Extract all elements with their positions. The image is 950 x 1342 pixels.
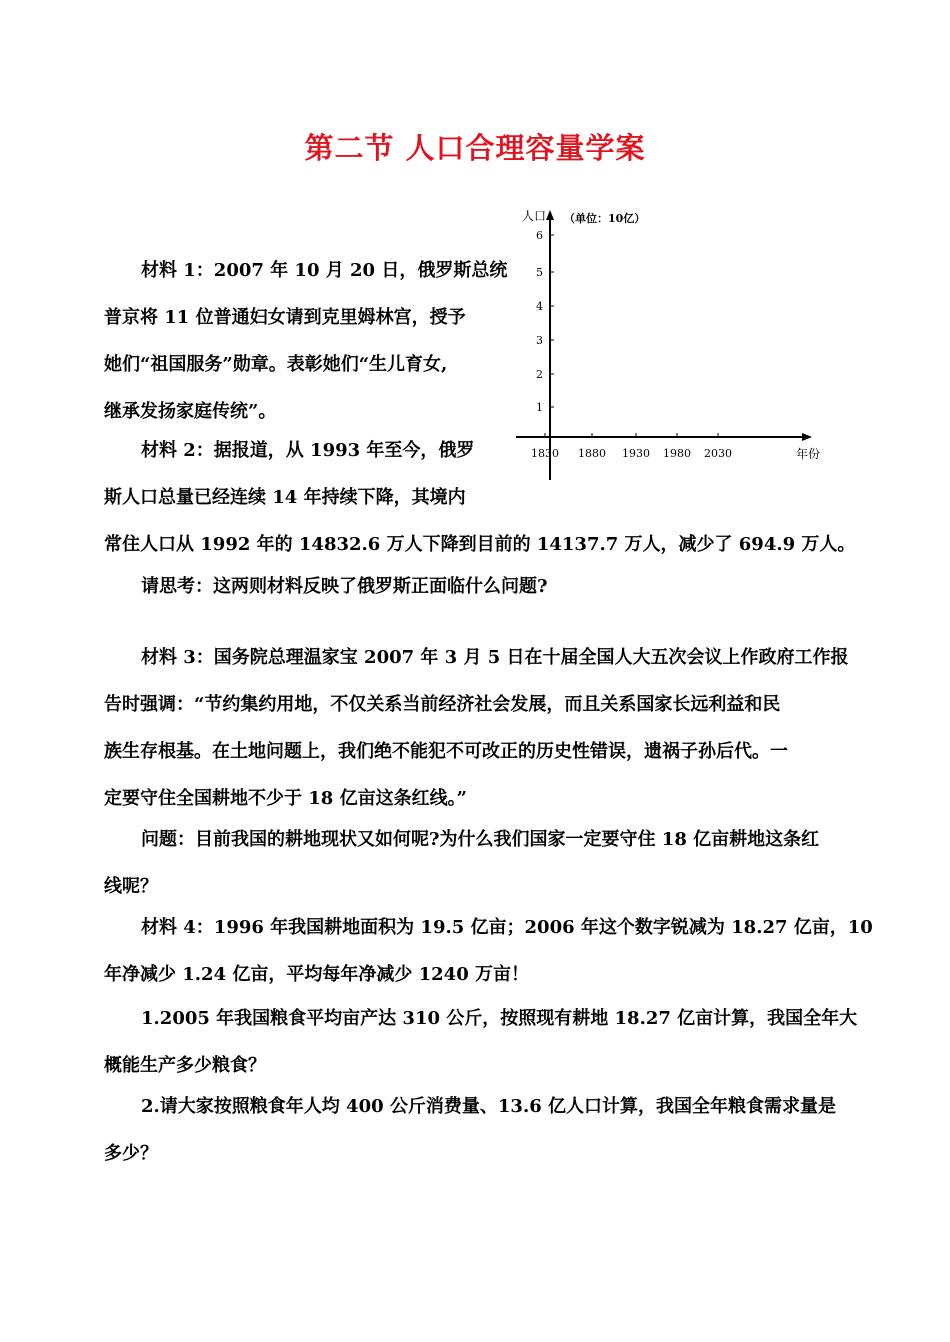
material-3-line-3: 族生存根基。在土地问题上，我们绝不能犯不可改正的历史性错误，遗祸子孙后代。一 xyxy=(104,741,788,762)
material-1-line-4: 继承发扬家庭传统”。 xyxy=(104,401,277,422)
y-tick-label: 3 xyxy=(536,334,543,347)
y-tick-label: 6 xyxy=(536,229,543,242)
task-2-line-2: 多少？ xyxy=(104,1143,158,1164)
material-4-line-2: 年净减少 1.24 亿亩，平均每年净减少 1240 万亩！ xyxy=(104,964,530,985)
material-1-line-3: 她们“祖国服务”勋章。表彰她们“生儿育女, xyxy=(104,354,448,375)
x-tick-label: 1830 xyxy=(531,447,559,460)
task-1-line-2: 概能生产多少粮食？ xyxy=(104,1055,266,1076)
page-title: 第二节 人口合理容量学案 xyxy=(304,131,646,165)
material-1-line-2: 普京将 11 位普通妇女请到克里姆林宫，授予 xyxy=(104,307,466,328)
y-tick-label: 2 xyxy=(536,368,543,381)
task-1-line-1: 1.2005 年我国粮食平均亩产达 310 公斤，按照现有耕地 18.27 亿亩计算，我国全年大 xyxy=(141,1008,858,1029)
question-2-line-2: 线呢？ xyxy=(104,876,158,897)
x-tick-label: 1980 xyxy=(663,447,691,460)
y-tick-label: 4 xyxy=(536,300,543,313)
x-axis-arrow xyxy=(802,433,812,441)
material-2-line-3: 常住人口从 1992 年的 14832.6 万人下降到目前的 14137.7 万人，减少了 694.9 万人。 xyxy=(104,534,856,555)
y-tick-label: 5 xyxy=(536,266,543,279)
x-tick-label: 2030 xyxy=(704,447,732,460)
x-axis-label: 年份 xyxy=(796,447,821,461)
material-2-line-1: 材料 2：据报道，从 1993 年至今，俄罗 xyxy=(141,440,475,461)
question-1: 请思考：这两则材料反映了俄罗斯正面临什么问题? xyxy=(141,576,548,597)
x-tick-label: 1930 xyxy=(622,447,650,460)
y-axis-arrow xyxy=(546,210,554,220)
task-2-line-1: 2.请大家按照粮食年人均 400 公斤消费量、13.6 亿人口计算，我国全年粮食需求量是 xyxy=(141,1096,837,1117)
y-axis-label: 人口 xyxy=(522,209,547,223)
material-3-line-4: 定要守住全国耕地不少于 18 亿亩这条红线。” xyxy=(104,788,467,809)
material-1-line-1: 材料 1：2007 年 10 月 20 日，俄罗斯总统 xyxy=(141,260,508,281)
material-3-line-1: 材料 3：国务院总理温家宝 2007 年 3 月 5 日在十届全国人大五次会议上作政府工作报 xyxy=(141,647,849,668)
population-chart xyxy=(510,198,830,483)
chart-unit: （单位：10亿） xyxy=(564,212,646,225)
material-2-line-2: 斯人口总量已经连续 14 年持续下降，其境内 xyxy=(104,487,466,508)
y-tick-label: 1 xyxy=(536,401,543,414)
question-2-line-1: 问题：目前我国的耕地现状又如何呢?为什么我们国家一定要守住 18 亿亩耕地这条红 xyxy=(141,829,820,850)
x-tick-label: 1880 xyxy=(578,447,606,460)
material-3-line-2: 告时强调：“节约集约用地，不仅关系当前经济社会发展，而且关系国家长远利益和民 xyxy=(104,694,781,715)
material-4-line-1: 材料 4：1996 年我国耕地面积为 19.5 亿亩；2006 年这个数字锐减为 18.27 亿亩，10 xyxy=(141,917,873,938)
